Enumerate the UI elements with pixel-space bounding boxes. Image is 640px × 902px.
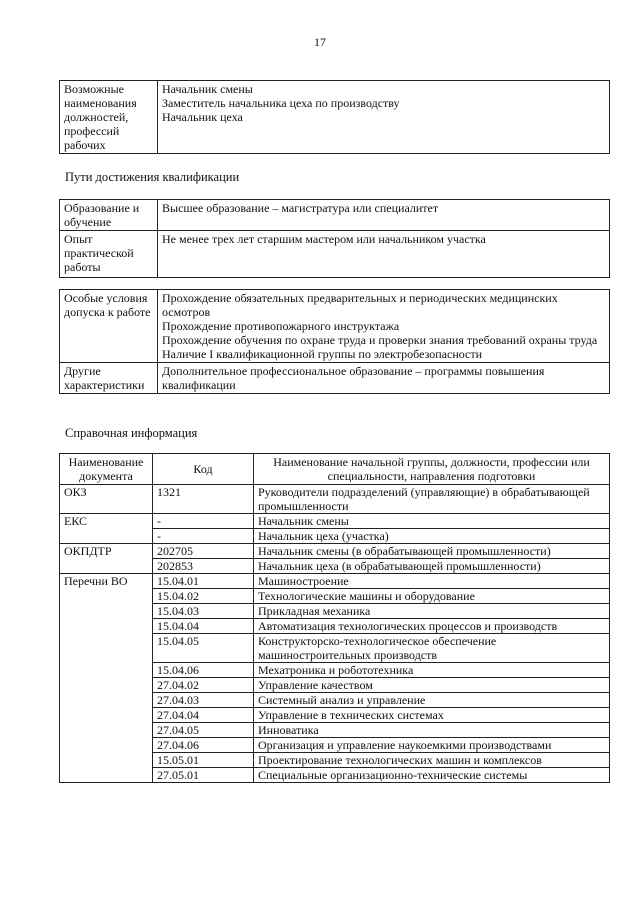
position-item: Начальник смены	[162, 82, 253, 96]
header-code: Код	[153, 454, 254, 485]
table-row	[60, 514, 610, 529]
conditions-table	[59, 289, 610, 394]
page-number: 17	[314, 35, 326, 49]
condition-item: Прохождение противопожарного инструктажа	[162, 319, 400, 333]
code-cell: 15.05.01	[153, 753, 254, 768]
name-cell: Управление в технических системах	[254, 708, 610, 723]
document-cell: Перечни ВО	[60, 574, 153, 783]
code-cell: 27.04.05	[153, 723, 254, 738]
code-cell: -	[153, 514, 254, 529]
code-cell: -	[153, 529, 254, 544]
experience-value: Не менее трех лет старшим мастером или начальником участка	[158, 231, 610, 278]
code-cell: 27.04.04	[153, 708, 254, 723]
name-cell: Начальник смены	[254, 514, 610, 529]
name-cell: Начальник смены (в обрабатывающей промышленности)	[254, 544, 610, 559]
condition-item: Прохождение обучения по охране труда и проверки знания требований охраны труда	[162, 333, 598, 347]
name-cell: Начальник цеха (участка)	[254, 529, 610, 544]
name-cell: Организация и управление наукоемкими производствами	[254, 738, 610, 753]
header-document: Наименование документа	[60, 454, 153, 485]
code-cell: 15.04.04	[153, 619, 254, 634]
name-cell: Управление качеством	[254, 678, 610, 693]
code-cell: 1321	[153, 485, 254, 514]
name-cell: Машиностроение	[254, 574, 610, 589]
table-row	[60, 544, 610, 559]
condition-item: Наличие I квалификационной группы по электробезопасности	[162, 347, 483, 361]
code-cell: 15.04.01	[153, 574, 254, 589]
name-cell: Руководители подразделений (управляющие) в обрабатывающей промышленности	[254, 485, 610, 514]
reference-table	[59, 453, 610, 783]
table-header-row	[60, 454, 610, 485]
table-row	[60, 363, 610, 394]
table-row	[60, 200, 610, 231]
name-cell: Проектирование технологических машин и комплексов	[254, 753, 610, 768]
table-row	[60, 81, 610, 154]
table-row	[60, 574, 610, 589]
positions-label: Возможные наименования должностей, профессий рабочих	[60, 81, 158, 154]
section-title-reference: Справочная информация	[65, 426, 198, 440]
code-cell: 202853	[153, 559, 254, 574]
name-cell: Прикладная механика	[254, 604, 610, 619]
position-item: Начальник цеха	[162, 110, 243, 124]
reference-table-body	[60, 485, 610, 783]
document-cell: ОКПДТР	[60, 544, 153, 574]
section-title-paths: Пути достижения квалификации	[65, 170, 240, 184]
condition-item: Прохождение обязательных предварительных и периодических медицинских осмотров	[162, 291, 561, 319]
education-label: Образование и обучение	[60, 200, 158, 231]
positions-table	[59, 80, 610, 154]
other-value: Дополнительное профессиональное образование – программы повышения квалификации	[158, 363, 610, 394]
code-cell: 27.04.06	[153, 738, 254, 753]
name-cell: Специальные организационно-технические системы	[254, 768, 610, 783]
education-value: Высшее образование – магистратура или специалитет	[158, 200, 610, 231]
positions-values	[158, 81, 610, 154]
conditions-values	[158, 290, 610, 363]
table-row	[60, 290, 610, 363]
name-cell: Начальник цеха (в обрабатывающей промышленности)	[254, 559, 610, 574]
name-cell: Технологические машины и оборудование	[254, 589, 610, 604]
code-cell: 27.04.03	[153, 693, 254, 708]
name-cell: Системный анализ и управление	[254, 693, 610, 708]
document-cell: ЕКС	[60, 514, 153, 544]
experience-label: Опыт практической работы	[60, 231, 158, 278]
header-name: Наименование начальной группы, должности, профессии или специальности, направления подготовки	[254, 454, 610, 485]
table-row	[60, 485, 610, 514]
name-cell: Инноватика	[254, 723, 610, 738]
code-cell: 27.04.02	[153, 678, 254, 693]
code-cell: 15.04.03	[153, 604, 254, 619]
education-table	[59, 199, 610, 278]
code-cell: 15.04.05	[153, 634, 254, 663]
conditions-label: Особые условия допуска к работе	[60, 290, 158, 363]
name-cell: Автоматизация технологических процессов и производств	[254, 619, 610, 634]
code-cell: 27.05.01	[153, 768, 254, 783]
code-cell: 202705	[153, 544, 254, 559]
position-item: Заместитель начальника цеха по производству	[162, 96, 400, 110]
other-label: Другие характеристики	[60, 363, 158, 394]
table-row	[60, 231, 610, 278]
code-cell: 15.04.06	[153, 663, 254, 678]
name-cell: Конструкторско-технологическое обеспечение машиностроительных производств	[254, 634, 610, 663]
document-cell: ОКЗ	[60, 485, 153, 514]
name-cell: Мехатроника и робототехника	[254, 663, 610, 678]
code-cell: 15.04.02	[153, 589, 254, 604]
